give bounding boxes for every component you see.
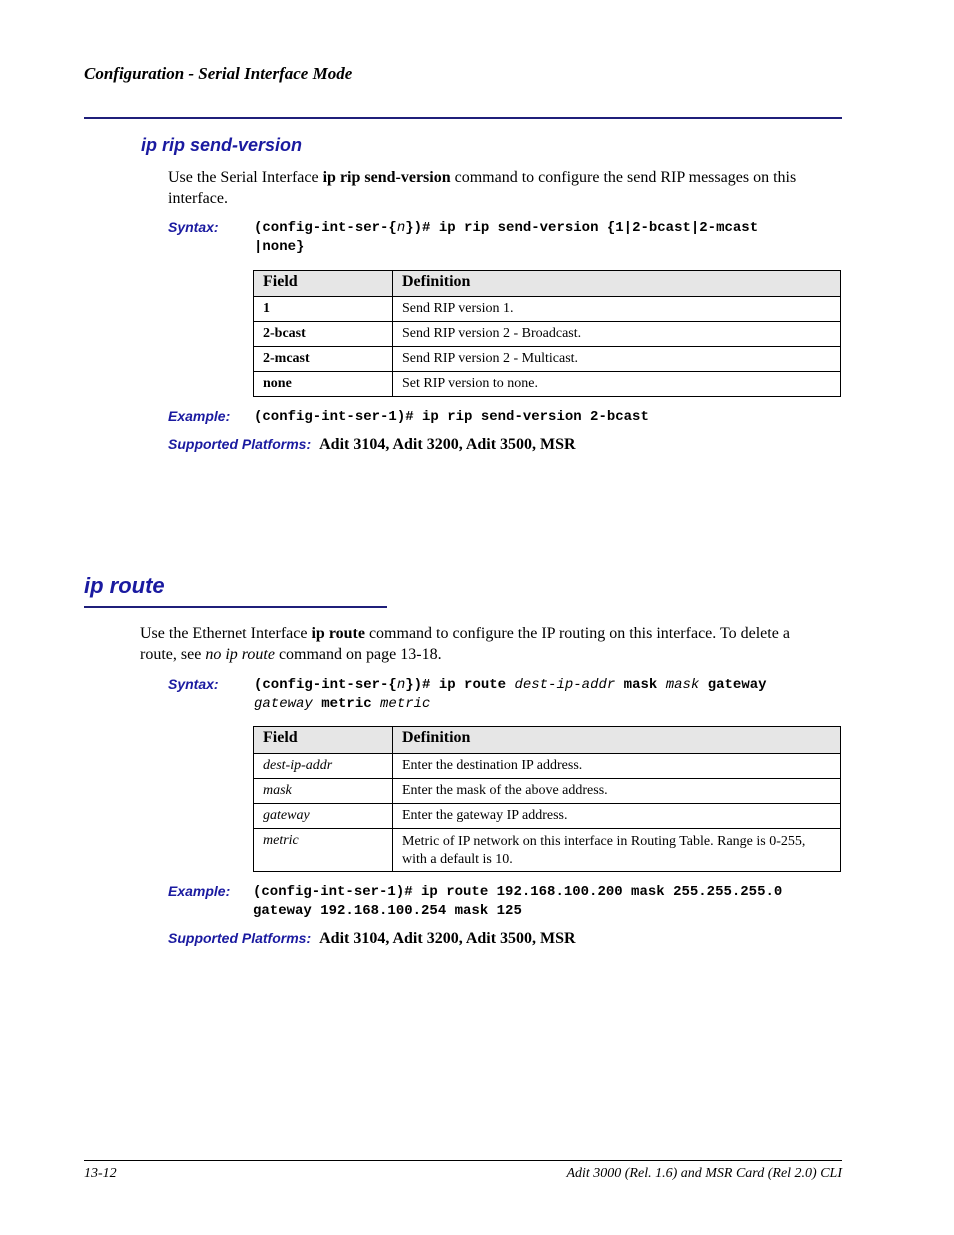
definition-cell: Enter the mask of the above address. <box>393 779 841 804</box>
desc-text: Use the Ethernet Interface <box>140 625 312 642</box>
section-title-ip-route: ip route <box>84 573 165 598</box>
table-header-row <box>254 271 841 297</box>
table-row <box>254 297 841 322</box>
example-code: (config-int-ser-1)# ip rip send-version 2-bcast <box>254 409 649 425</box>
field-cell: dest-ip-addr <box>254 754 393 779</box>
field-cell: 2-mcast <box>254 347 393 372</box>
platforms-label: Supported Platforms: <box>168 436 312 452</box>
desc-command: ip route <box>311 625 365 642</box>
syntax-label: Syntax: <box>168 676 219 692</box>
column-header: Definition <box>393 727 841 754</box>
syntax-part: |none} <box>254 239 305 255</box>
definition-cell: Set RIP version to none. <box>393 372 841 397</box>
platforms-list: Adit 3104, Adit 3200, Adit 3500, MSR <box>319 930 576 947</box>
table-row <box>254 347 841 372</box>
syntax-part: mask <box>615 677 666 693</box>
definition-cell: Send RIP version 2 - Multicast. <box>393 347 841 372</box>
syntax-var: n <box>396 220 406 236</box>
column-header: Field <box>254 271 393 297</box>
section-title-ip-rip-send-version: ip rip send-version <box>141 135 303 155</box>
field-cell: none <box>254 372 393 397</box>
syntax-part: })# ip route <box>405 677 515 693</box>
header-rule <box>84 117 842 119</box>
syntax-part: (config-int-ser-{ <box>254 220 397 236</box>
column-header: Definition <box>393 271 841 297</box>
syntax-part: metric <box>312 696 381 712</box>
rip-version-table <box>253 270 841 397</box>
desc-text: command to configure the send RIP messages on this interface. <box>168 169 797 207</box>
syntax-label: Syntax: <box>168 219 219 235</box>
syntax-code <box>254 219 844 257</box>
definition-cell: Send RIP version 1. <box>393 297 841 322</box>
syntax-code <box>254 676 844 714</box>
definition-cell: Enter the destination IP address. <box>393 754 841 779</box>
desc-command: ip rip send-version <box>322 169 451 186</box>
syntax-var: metric <box>380 696 431 712</box>
table-row <box>254 372 841 397</box>
field-cell: gateway <box>254 804 393 829</box>
field-cell: mask <box>254 779 393 804</box>
column-header: Field <box>254 727 393 754</box>
field-cell: metric <box>254 829 393 872</box>
field-cell: 2-bcast <box>254 322 393 347</box>
table-row <box>254 779 841 804</box>
supported-platforms <box>168 930 576 948</box>
table-row <box>254 322 841 347</box>
page-number: 13-12 <box>84 1166 117 1181</box>
footer-rule <box>84 1160 842 1161</box>
table-row <box>254 829 841 872</box>
field-cell: 1 <box>254 297 393 322</box>
supported-platforms <box>168 436 576 454</box>
definition-cell: Enter the gateway IP address. <box>393 804 841 829</box>
syntax-var: gateway <box>254 696 313 712</box>
section-title-rule <box>84 606 387 608</box>
example-code <box>253 883 853 921</box>
example-label: Example: <box>168 408 231 424</box>
definition-cell: Send RIP version 2 - Broadcast. <box>393 322 841 347</box>
platforms-label: Supported Platforms: <box>168 930 312 946</box>
table-header-row <box>254 727 841 754</box>
document-title: Adit 3000 (Rel. 1.6) and MSR Card (Rel 2.0) CLI <box>566 1166 842 1181</box>
desc-text: route, see <box>140 646 206 663</box>
example-label: Example: <box>168 883 231 899</box>
syntax-var: mask <box>665 677 700 693</box>
example-line: (config-int-ser-1)# ip route 192.168.100.200 mask 255.255.255.0 <box>253 884 783 900</box>
syntax-part: (config-int-ser-{ <box>254 677 397 693</box>
definition-cell: Metric of IP network on this interface in Routing Table. Range is 0-255, with a default is 10. <box>393 829 841 872</box>
syntax-var: n <box>396 677 406 693</box>
desc-reference: no ip route <box>205 646 275 663</box>
running-header: Configuration - Serial Interface Mode <box>84 64 353 83</box>
syntax-part: })# ip rip send-version {1|2-bcast|2-mcast <box>405 220 759 236</box>
desc-text: command on page 13-18. <box>274 646 442 663</box>
example-line: gateway 192.168.100.254 mask 125 <box>253 903 522 919</box>
platforms-list: Adit 3104, Adit 3200, Adit 3500, MSR <box>319 436 576 453</box>
table-row <box>254 804 841 829</box>
desc-text: Use the Serial Interface <box>168 169 323 186</box>
desc-text: command to configure the IP routing on this interface. To delete a <box>364 625 790 642</box>
table-row <box>254 754 841 779</box>
section1-description <box>168 167 844 209</box>
syntax-part: gateway <box>699 677 767 693</box>
section2-description <box>140 623 844 665</box>
ip-route-table <box>253 726 841 872</box>
syntax-var: dest-ip-addr <box>514 677 616 693</box>
